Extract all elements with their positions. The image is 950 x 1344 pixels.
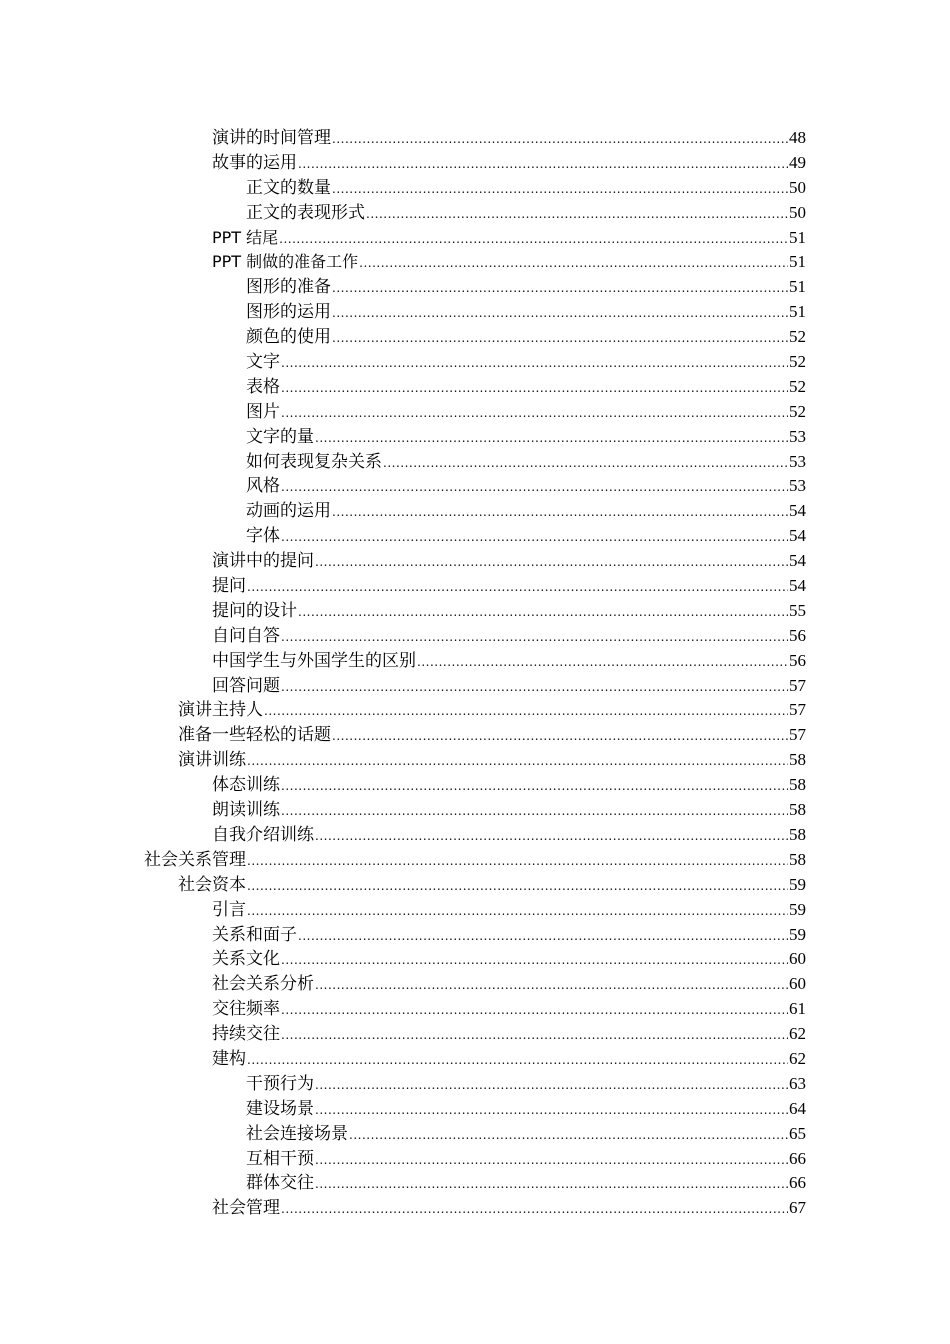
toc-entry-title: 回答问题 [212, 674, 281, 699]
toc-entry-title: 演讲的时间管理 [212, 126, 332, 151]
toc-entry-line [246, 400, 806, 426]
toc-entry[interactable] [0, 1171, 950, 1196]
toc-entry[interactable] [0, 898, 950, 923]
toc-entry-page-number: 53 [789, 451, 806, 471]
toc-entry-line [246, 325, 806, 351]
toc-entry-page-number: 66 [789, 1173, 806, 1193]
toc-entry-line [212, 574, 806, 600]
toc-entry-title: 动画的运用 [246, 499, 332, 524]
toc-entry[interactable] [0, 1097, 950, 1122]
toc-entry-line [212, 898, 806, 924]
toc-entry-line [178, 723, 806, 749]
toc-entry-line [246, 499, 806, 525]
toc-entry-line [246, 474, 806, 500]
toc-entry[interactable] [0, 151, 950, 176]
toc-entry-line [212, 674, 806, 700]
toc-entry-title: 中国学生与外国学生的区别 [212, 649, 417, 674]
toc-entry-title: 演讲中的提问 [212, 549, 315, 574]
toc-entry-page-number: 59 [789, 874, 806, 894]
toc-entry-page-number: 62 [789, 1048, 806, 1068]
toc-entry-page-number: 52 [789, 352, 806, 372]
toc-entry-title: 准备一些轻松的话题 [178, 723, 332, 748]
toc-entry-line [246, 524, 806, 550]
dot-leader [417, 650, 788, 675]
toc-entry-title: 社会关系分析 [212, 972, 315, 997]
toc-entry[interactable] [0, 748, 950, 773]
dot-leader [281, 675, 788, 700]
toc-entry[interactable] [0, 798, 950, 823]
dot-leader [279, 227, 788, 252]
toc-entry-line [212, 250, 806, 276]
toc-entry-line [212, 624, 806, 650]
toc-entry[interactable] [0, 823, 950, 848]
toc-entry-page-number: 58 [789, 750, 806, 770]
toc-entry-line [246, 1171, 806, 1197]
dot-leader [281, 799, 788, 824]
dot-leader [281, 376, 788, 401]
dot-leader [281, 401, 788, 426]
toc-entry-page-number: 52 [789, 376, 806, 396]
toc-entry[interactable] [0, 624, 950, 649]
dot-leader [332, 500, 788, 525]
toc-entry[interactable] [0, 226, 950, 251]
toc-entry[interactable] [0, 325, 950, 350]
dot-leader [315, 1172, 788, 1197]
toc-entry-title: 提问的设计 [212, 599, 298, 624]
dot-leader [315, 824, 788, 849]
toc-entry-line [178, 748, 806, 774]
toc-entry[interactable] [0, 375, 950, 400]
dot-leader [359, 251, 788, 276]
dot-leader [281, 948, 788, 973]
toc-entry[interactable] [0, 698, 950, 723]
toc-entry[interactable] [0, 723, 950, 748]
dot-leader [264, 699, 788, 724]
toc-entry-title: 风格 [246, 474, 281, 499]
toc-entry-title: 社会资本 [178, 873, 247, 898]
toc-entry-page-number: 60 [789, 974, 806, 994]
toc-entry-title: 关系文化 [212, 947, 281, 972]
dot-leader [349, 1123, 788, 1148]
toc-entry-line [212, 649, 806, 675]
toc-entry-line [212, 773, 806, 799]
toc-entry-page-number: 50 [789, 202, 806, 222]
toc-entry[interactable] [0, 848, 950, 873]
toc-entry-title: 朗读训练 [212, 798, 281, 823]
toc-entry-title: 正文的表现形式 [246, 201, 366, 226]
dot-leader [247, 899, 788, 924]
toc-entry-page-number: 51 [789, 227, 806, 247]
dot-leader [332, 276, 788, 301]
toc-entry-title: 社会管理 [212, 1196, 281, 1221]
dot-leader [281, 525, 788, 550]
toc-entry-title: 颜色的使用 [246, 325, 332, 350]
toc-entry-title: 交往频率 [212, 997, 281, 1022]
dot-leader [332, 724, 788, 749]
toc-entry[interactable] [0, 997, 950, 1022]
toc-entry-line [212, 151, 806, 177]
dot-leader [281, 998, 788, 1023]
toc-entry[interactable] [0, 574, 950, 599]
toc-entry-page-number: 52 [789, 401, 806, 421]
toc-entry-page-number: 49 [789, 152, 806, 172]
toc-entry-page-number: 56 [789, 625, 806, 645]
toc-entry-line [144, 848, 806, 874]
toc-entry[interactable] [0, 773, 950, 798]
toc-entry-page-number: 53 [789, 426, 806, 446]
toc-entry-line [212, 226, 806, 252]
toc-entry-title: 建设场景 [246, 1097, 315, 1122]
toc-entry-line [212, 549, 806, 575]
toc-entry[interactable] [0, 499, 950, 524]
toc-entry[interactable] [0, 450, 950, 475]
toc-entry[interactable] [0, 275, 950, 300]
dot-leader [298, 152, 788, 177]
toc-entry-title: 图形的准备 [246, 275, 332, 300]
toc-entry-line [212, 1022, 806, 1048]
toc-entry-page-number: 51 [789, 277, 806, 297]
toc-entry[interactable] [0, 923, 950, 948]
toc-entry-line [212, 823, 806, 849]
dot-leader [315, 1148, 788, 1173]
toc-entry-title: PPT 结尾 [212, 226, 279, 251]
toc-entry-line [246, 1122, 806, 1148]
toc-entry-page-number: 58 [789, 800, 806, 820]
toc-entry-page-number: 60 [789, 949, 806, 969]
toc-entry-page-number: 50 [789, 177, 806, 197]
toc-entry-title: 自我介绍训练 [212, 823, 315, 848]
toc-entry-title: 如何表现复杂关系 [246, 450, 383, 475]
toc-entry-title: 表格 [246, 375, 281, 400]
dot-leader [247, 1048, 788, 1073]
toc-entry[interactable] [0, 599, 950, 624]
dot-leader [332, 301, 788, 326]
toc-entry[interactable] [0, 300, 950, 325]
toc-entry[interactable] [0, 201, 950, 226]
toc-entry[interactable] [0, 1147, 950, 1172]
dot-leader [281, 625, 788, 650]
toc-entry-line [178, 873, 806, 899]
dot-leader [315, 550, 788, 575]
toc-entry-title: 群体交往 [246, 1171, 315, 1196]
dot-leader [383, 451, 788, 476]
toc-entry-page-number: 58 [789, 775, 806, 795]
toc-entry-page-number: 61 [789, 999, 806, 1019]
toc-entry-line [246, 176, 806, 202]
toc-entry-line [246, 375, 806, 401]
toc-entry[interactable] [0, 474, 950, 499]
dot-leader [247, 874, 788, 899]
toc-entry-page-number: 57 [789, 700, 806, 720]
toc-entry-line [212, 947, 806, 973]
toc-entry[interactable] [0, 674, 950, 699]
toc-entry[interactable] [0, 350, 950, 375]
toc-entry-line [178, 698, 806, 724]
toc-entry[interactable] [0, 1122, 950, 1147]
toc-entry[interactable] [0, 524, 950, 549]
toc-entry-page-number: 59 [789, 924, 806, 944]
toc-entry-line [246, 201, 806, 227]
toc-entry-line [246, 425, 806, 451]
dot-leader [281, 475, 788, 500]
toc-entry-title: 图形的运用 [246, 300, 332, 325]
toc-entry-title: 演讲训练 [178, 748, 247, 773]
toc-entry-line [212, 126, 806, 152]
toc-entry-title: 字体 [246, 524, 281, 549]
toc-entry-line [212, 997, 806, 1023]
toc-entry-page-number: 65 [789, 1123, 806, 1143]
toc-entry[interactable] [0, 649, 950, 674]
toc-entry-page-number: 54 [789, 576, 806, 596]
toc-entry-page-number: 57 [789, 675, 806, 695]
toc-entry-page-number: 54 [789, 526, 806, 546]
toc-entry[interactable] [0, 1072, 950, 1097]
toc-entry[interactable] [0, 176, 950, 201]
toc-entry-title: 故事的运用 [212, 151, 298, 176]
dot-leader [281, 1023, 788, 1048]
toc-entry-title: PPT 制做的准备工作 [212, 250, 359, 275]
toc-entry-title: 演讲主持人 [178, 698, 264, 723]
toc-entry-line [246, 450, 806, 476]
dot-leader [281, 774, 788, 799]
toc-entry-title: 干预行为 [246, 1072, 315, 1097]
toc-entry-title: 提问 [212, 574, 247, 599]
toc-entry[interactable] [0, 1196, 950, 1221]
toc-entry-line [212, 923, 806, 949]
toc-entry-line [212, 798, 806, 824]
toc-entry-title: 体态训练 [212, 773, 281, 798]
dot-leader [247, 849, 788, 874]
toc-entry-page-number: 63 [789, 1073, 806, 1093]
dot-leader [332, 326, 788, 351]
toc-entry-page-number: 58 [789, 849, 806, 869]
toc-entry[interactable] [0, 425, 950, 450]
toc-entry-page-number: 59 [789, 899, 806, 919]
dot-leader [281, 351, 788, 376]
dot-leader [298, 924, 788, 949]
dot-leader [298, 600, 788, 625]
toc-entry-line [246, 1072, 806, 1098]
dot-leader [332, 177, 788, 202]
toc-entry[interactable] [0, 972, 950, 997]
toc-entry[interactable] [0, 947, 950, 972]
dot-leader [332, 127, 788, 152]
toc-entry-line [212, 599, 806, 625]
toc-entry-line [212, 972, 806, 998]
toc-entry-page-number: 57 [789, 725, 806, 745]
dot-leader [315, 1073, 788, 1098]
toc-entry-page-number: 54 [789, 501, 806, 521]
toc-entry-title: 互相干预 [246, 1147, 315, 1172]
toc-entry-line [212, 1047, 806, 1073]
toc-entry-page-number: 52 [789, 327, 806, 347]
toc-entry[interactable] [0, 873, 950, 898]
toc-entry-line [246, 1147, 806, 1173]
toc-entry-page-number: 51 [789, 252, 806, 272]
toc-entry[interactable] [0, 1022, 950, 1047]
dot-leader [247, 749, 788, 774]
toc-entry-page-number: 58 [789, 824, 806, 844]
toc-entry-title: 建构 [212, 1047, 247, 1072]
toc-entry-page-number: 64 [789, 1098, 806, 1118]
toc-entry-line [246, 300, 806, 326]
toc-entry-page-number: 56 [789, 650, 806, 670]
toc-entry-title: 文字的量 [246, 425, 315, 450]
dot-leader [247, 575, 788, 600]
dot-leader [315, 426, 788, 451]
toc-entry-title: 社会关系管理 [144, 848, 247, 873]
toc-entry[interactable] [0, 1047, 950, 1072]
toc-entry-title: 文字 [246, 350, 281, 375]
table-of-contents [0, 126, 950, 1221]
toc-entry-page-number: 48 [789, 128, 806, 147]
dot-leader [315, 973, 788, 998]
toc-entry-page-number: 62 [789, 1024, 806, 1044]
toc-entry-line [212, 1196, 806, 1222]
toc-entry-title: 关系和面子 [212, 923, 298, 948]
toc-entry-page-number: 54 [789, 551, 806, 571]
toc-entry-page-number: 53 [789, 476, 806, 496]
toc-entry[interactable] [0, 549, 950, 574]
toc-entry[interactable] [0, 400, 950, 425]
dot-leader [366, 202, 788, 227]
toc-entry[interactable] [0, 250, 950, 275]
dot-leader [315, 1098, 788, 1123]
toc-entry-line [246, 1097, 806, 1123]
toc-entry-title: 引言 [212, 898, 247, 923]
toc-entry-title: 正文的数量 [246, 176, 332, 201]
toc-entry-title: 图片 [246, 400, 281, 425]
toc-entry[interactable] [0, 126, 950, 151]
dot-leader [281, 1197, 788, 1222]
toc-entry-title: 自问自答 [212, 624, 281, 649]
toc-entry-page-number: 67 [789, 1198, 806, 1218]
toc-entry-title: 社会连接场景 [246, 1122, 349, 1147]
toc-entry-page-number: 55 [789, 600, 806, 620]
toc-entry-title: 持续交往 [212, 1022, 281, 1047]
toc-entry-page-number: 51 [789, 302, 806, 322]
toc-entry-line [246, 275, 806, 301]
toc-entry-line [246, 350, 806, 376]
toc-entry-page-number: 66 [789, 1148, 806, 1168]
